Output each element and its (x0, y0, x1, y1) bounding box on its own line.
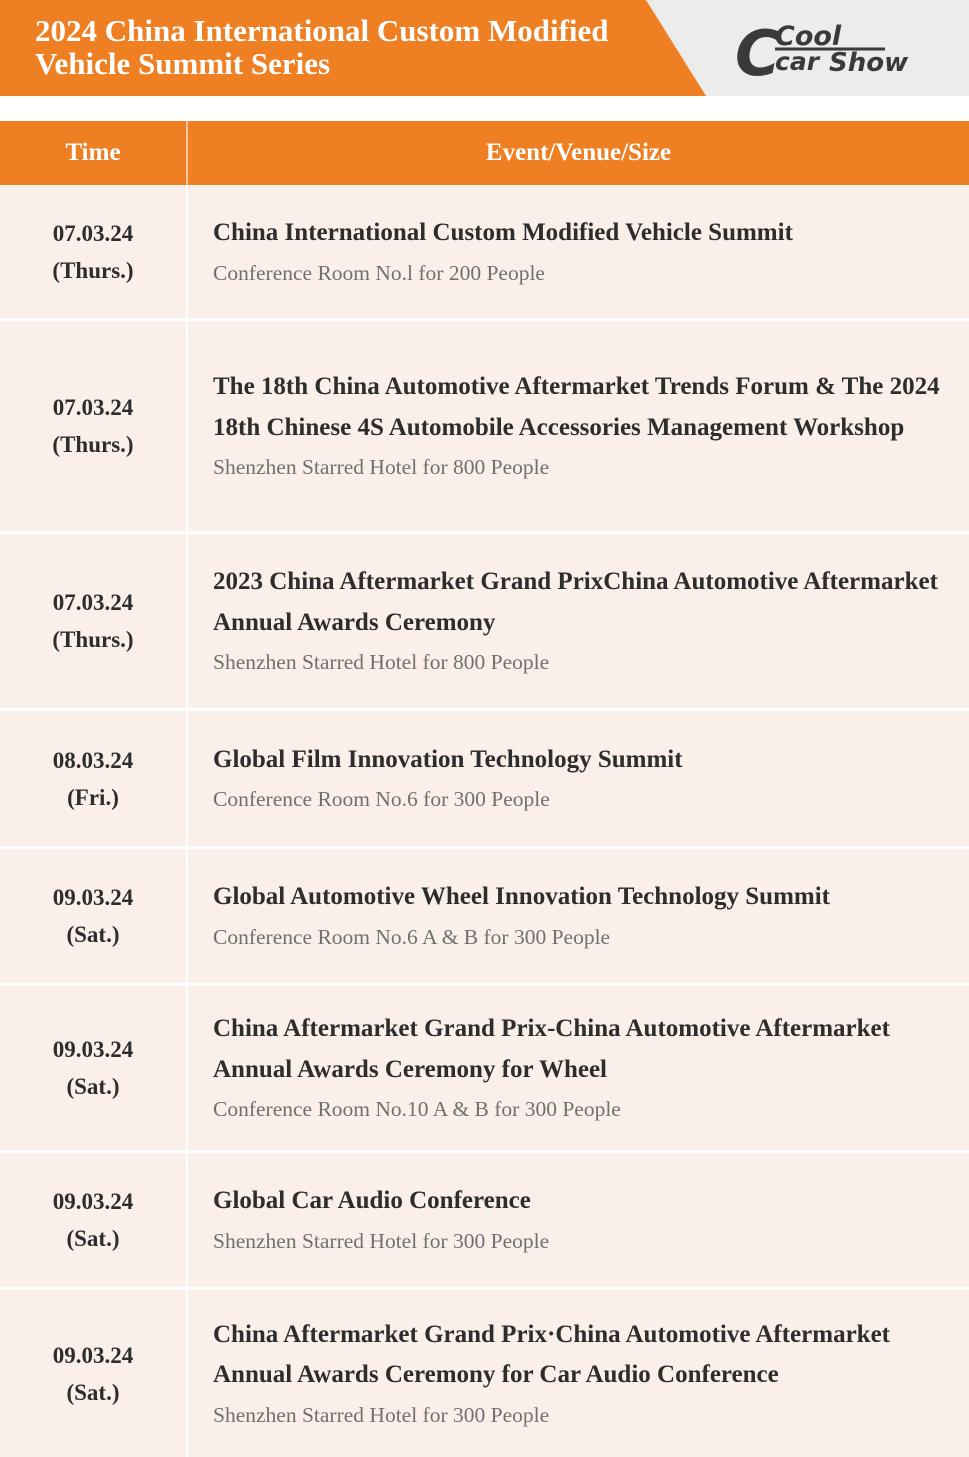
column-divider (186, 1290, 188, 1457)
weekday: (Thurs.) (52, 258, 134, 283)
weekday: (Sat.) (66, 1379, 120, 1405)
time-cell (0, 1290, 186, 1457)
event-venue: Conference Room No.6 for 300 People (213, 787, 550, 812)
event-venue: Shenzhen Starred Hotel for 800 People (213, 650, 550, 674)
date: 07.03.24 (52, 395, 134, 420)
event-cell (213, 849, 953, 983)
date: 09.03.24 (52, 1342, 134, 1368)
table-header (0, 121, 969, 185)
weekday: (Sat.) (66, 1074, 120, 1099)
time-cell (0, 849, 186, 983)
table-row (0, 534, 969, 711)
time-cell (0, 534, 186, 708)
event-title: China Aftermarket Grand Prix·China Automotive Aftermarket Annual Awards Ceremony for Car Audio Conference (213, 1320, 890, 1388)
column-divider (186, 534, 188, 708)
header-time: Time (65, 139, 121, 166)
event-venue: Conference Room No.10 A & B for 300 People (213, 1097, 621, 1121)
event-title: Global Car Audio Conference (213, 1187, 531, 1215)
event-cell (213, 1153, 953, 1287)
page-title-line-1: 2024 China International Custom Modified (35, 13, 609, 48)
weekday: (Sat.) (66, 1226, 120, 1251)
event-venue: Shenzhen Starred Hotel for 300 People (213, 1402, 550, 1427)
event-venue: Shenzhen Starred Hotel for 300 People (213, 1228, 550, 1253)
time-cell (0, 321, 186, 531)
column-divider (186, 321, 188, 531)
date: 09.03.24 (52, 1189, 134, 1214)
event-cell (213, 321, 953, 531)
date: 08.03.24 (52, 747, 134, 773)
column-divider (186, 186, 188, 318)
event-cell (213, 534, 953, 708)
column-divider (186, 1153, 188, 1287)
table-row (0, 1290, 969, 1457)
weekday: (Thurs.) (52, 627, 134, 652)
table-row (0, 321, 969, 534)
date: 09.03.24 (52, 1037, 134, 1062)
event-title: China International Custom Modified Vehicle Summit (213, 219, 793, 247)
logo-text-show: Show (829, 48, 909, 78)
event-cell (213, 186, 953, 318)
column-divider (186, 711, 188, 846)
time-cell (0, 186, 186, 318)
date: 07.03.24 (52, 221, 134, 246)
table-row (0, 849, 969, 986)
weekday: (Thurs.) (52, 432, 134, 457)
event-title: China Aftermarket Grand Prix-China Automotive Aftermarket Annual Awards Ceremony for Wheel (213, 1015, 890, 1083)
banner (0, 0, 969, 96)
event-cell (213, 711, 953, 846)
event-title: Global Film Innovation Technology Summit (213, 745, 683, 773)
event-venue: Conference Room No.6 A & B for 300 People (213, 924, 611, 949)
event-title: The 18th China Automotive Aftermarket Trends Forum & The 2024 18th Chinese 4S Automobile Accessories Management Workshop (213, 373, 940, 441)
logo-text-cool: Cool (775, 21, 842, 52)
date: 09.03.24 (52, 885, 134, 910)
column-divider (186, 986, 188, 1150)
coolcarshow-logo (735, 18, 920, 80)
logo-text-car: car (775, 47, 820, 76)
time-cell (0, 711, 186, 846)
event-venue: Shenzhen Starred Hotel for 800 People (213, 455, 550, 479)
table-row (0, 986, 969, 1153)
event-title: 2023 China Aftermarket Grand PrixChina Automotive Aftermarket Annual Awards Ceremony (213, 568, 938, 636)
time-cell (0, 986, 186, 1150)
table-row (0, 711, 969, 849)
header-event: Event/Venue/Size (485, 139, 672, 166)
event-venue: Conference Room No.l for 200 People (213, 260, 545, 285)
date: 07.03.24 (52, 590, 134, 615)
event-title: Global Automotive Wheel Innovation Technology Summit (213, 883, 830, 911)
event-cell (213, 1290, 953, 1457)
table-row (0, 1153, 969, 1290)
page-title-line-2: Vehicle Summit Series (35, 46, 331, 81)
weekday: (Fri.) (67, 784, 119, 810)
event-cell (213, 986, 953, 1150)
table-row (0, 186, 969, 321)
logo-big-c: C (735, 18, 781, 80)
page-title (35, 14, 675, 80)
time-cell (0, 1153, 186, 1287)
weekday: (Sat.) (66, 922, 120, 947)
column-divider (186, 849, 188, 983)
